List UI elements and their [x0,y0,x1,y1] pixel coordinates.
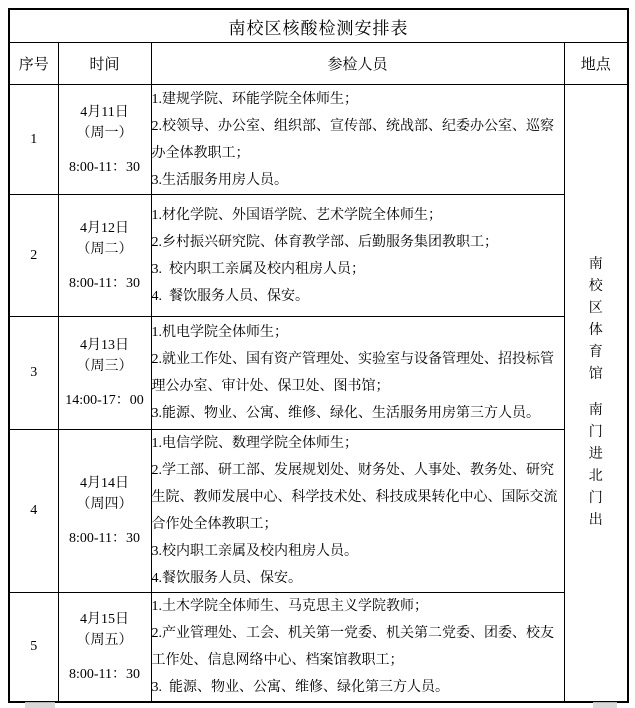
row-time-cell [58,195,151,317]
partial-element-bottom-right [593,702,617,708]
header-location: 地点 [564,43,628,85]
row-participants-cell [151,593,564,703]
table-row [9,85,628,195]
row-time: 14:00-17：00 [65,393,144,408]
table-row [9,593,628,703]
table-row [9,317,628,430]
row-weekday: （周五） [76,633,133,648]
row-time-cell [58,430,151,593]
row-index: 3 [9,317,58,430]
row-weekday: （周三） [76,359,133,374]
row-index: 1 [9,85,58,195]
row-weekday: （周四） [76,497,133,512]
row-date: 4月15日 [80,612,129,627]
row-date: 4月13日 [80,338,129,353]
row-index: 5 [9,593,58,703]
title-row [9,9,628,43]
row-participants-cell [151,317,564,430]
participant-item: 3. 校内职工亲属及校内租房人员； [151,261,365,277]
participant-item: 1.土木学院全体师生、马克思主义学院教师； [151,599,428,614]
table-title: 南校区核酸检测安排表 [9,9,628,43]
row-time-cell [58,593,151,703]
row-time: 8:00-11：30 [68,667,141,682]
participant-item: 1.机电学院全体师生； [151,325,288,340]
participant-item: 3. 能源、物业、公寓、维修、绿化第三方人员。 [151,680,449,695]
participant-item: 3.生活服务用房人员。 [151,172,288,188]
table-row [9,430,628,593]
participant-item: 1.电信学院、数理学院全体师生； [151,436,358,451]
row-time-cell [58,317,151,430]
participant-item: 4. 餐饮服务人员、保安。 [151,288,309,304]
header-row [9,43,628,85]
participant-item: 2.乡村振兴研究院、体育教学部、后勤服务集团教职工； [151,234,498,250]
row-participants-cell [151,195,564,317]
participant-item: 3.能源、物业、公寓、维修、绿化、生活服务用房第三方人员。 [151,406,540,421]
location-cell [564,85,628,703]
row-index: 4 [9,430,58,593]
header-time: 时间 [58,43,151,85]
row-participants-cell [151,85,564,195]
row-date: 4月14日 [80,476,129,491]
schedule-document [8,8,629,703]
row-participants-cell [151,430,564,593]
row-time: 8:00-11：30 [68,159,141,175]
row-date: 4月11日 [80,104,129,120]
participant-item: 1.建规学院、环能学院全体师生； [151,91,358,107]
participant-item: 2.校领导、办公室、组织部、宣传部、统战部、纪委办公室、巡察办全体教职工； [151,118,554,161]
row-index: 2 [9,195,58,317]
row-time: 8:00-11：30 [68,275,141,291]
participant-item: 2.产业管理处、工会、机关第一党委、机关第二党委、团委、校友工作处、信息网络中心、档案馆教职工； [151,626,554,668]
schedule-table [8,8,629,703]
header-participants: 参检人员 [151,43,564,85]
row-weekday: （周二） [76,241,133,257]
location-line-2: 南门进北门出 [588,403,603,528]
row-time: 8:00-11：30 [68,531,141,546]
participant-item: 3.校内职工亲属及校内租房人员。 [151,544,358,559]
header-index: 序号 [9,43,58,85]
location-line-1: 南校区体育馆 [588,257,603,382]
row-time-cell [58,85,151,195]
participant-item: 4.餐饮服务人员、保安。 [151,571,302,586]
participant-item: 2.学工部、研工部、发展规划处、财务处、人事处、教务处、研究生院、教师发展中心、科学技术处、科技成果转化中心、国际交流合作处全体教职工； [151,463,558,532]
participant-item: 2.就业工作处、国有资产管理处、实验室与设备管理处、招投标管理公办室、审计处、保卫处、图书馆； [151,352,554,394]
partial-element-bottom-left [25,702,55,708]
row-weekday: （周一） [76,125,133,141]
participant-item: 1.材化学院、外国语学院、艺术学院全体师生； [151,207,442,223]
row-date: 4月12日 [80,220,129,236]
table-row [9,195,628,317]
